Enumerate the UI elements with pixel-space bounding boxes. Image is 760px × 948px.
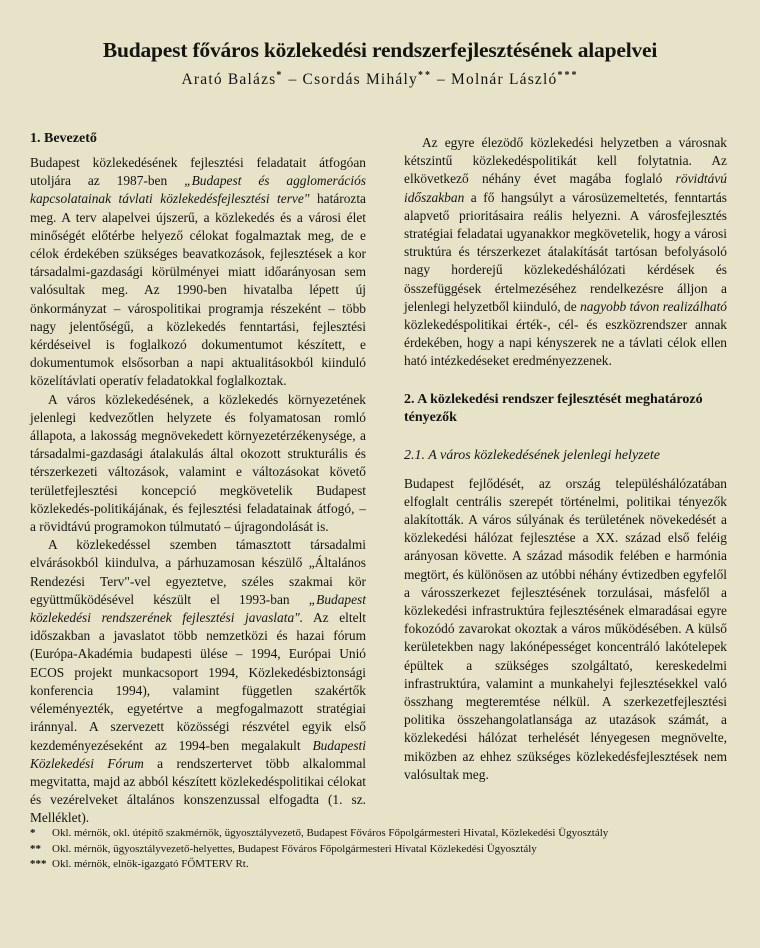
author-name: Molnár László (451, 71, 558, 89)
text-run: a fő hangsúlyt a városüzemeltetés, fenntartás alapvető prioritásaira reális helyezni. A városfejlesztés stratégiai feladatai ugyanakkor megkövetelik, hogy a városi struktúra és térszerkezet átalakítását tartósan befolyásoló nagy horderejű közlekedéshálózati kérdések és összefüggések értelmezéséhez rendelkezésre álljon a jelenlegi helyzetből kiinduló, de (404, 189, 727, 314)
right-column (404, 134, 727, 784)
footnote-text: Okl. mérnök, ügyosztályvezető-helyettes, Budapest Főváros Főpolgármesteri Hivatal Közlekedési Ügyosztály (52, 842, 537, 855)
text-run: határozta meg. A terv alapelvei újszerű, a közlekedés és a városi élet minőségét előtérbe helyező célokat fogalmaztak meg, de e célok érdekében szükséges beavatkozások, fejlesztések a kor társadalmi-gazdasági körülményei miatt időarányosan sem valósultak meg. Az 1990-ben hivatalba lépett új önkormányzat – várospolitikai programja részeként – több nagy jelentőségű, a közlekedés fenntartási, fejlesztési kérdéseivel is foglalkozó dokumentumot készített, e dokumentumok elsősorban a napi aktualitásokból kiinduló közelítávlati operatív feladatokkal foglalkoztak. (30, 191, 367, 389)
footnote-mark: *** (30, 858, 47, 870)
author-line (0, 70, 760, 89)
text-run: A közlekedéssel szemben támasztott társadalmi elvárásokból kiindulva, a párhuzamosan készülő „Általános Rendezési Terv"-vel egyeztetve, széles szakmai kör együttműködésével készült el 1993-ban (30, 537, 366, 607)
author-footnote-mark: * (276, 70, 284, 81)
article-title: Budapest főváros közlekedési rendszerfejlesztésének alapelvei (102, 38, 658, 62)
text-run: közlekedéspolitikai érték-, cél- és eszközrendszer annak érdekében, hogy a napi kényszerek ne a távlati célok ellen ható intézkedéseket eredményezzenek. (404, 317, 727, 369)
text-run: Budapest közlekedésének fejlesztési feladatait átfogóan utoljára az 1987-ben (30, 155, 366, 189)
author-footnote-mark: ** (417, 70, 432, 81)
paragraph: A város közlekedésének, a közlekedés környezetének jelenlegi kedvezőtlen helyzete és folyamatosan romló állapota, a lakosság megnövekedett környezetérzékenysége, a társadalmi-gazdasági átalakulás által okozott strukturális és térszerkezeti változások, valamint e változásokat követő területfejlesztési koncepció megkövetelik Budapest közlekedés-politikájának, és fejlesztési feladatainak átfogó, – a rövidtávú programokon túlmutató – újragondolását is. (30, 391, 366, 535)
proposal-title: „Budapest közlekedési rendszerének fejlesztési javaslata". (30, 591, 366, 626)
footnote (30, 842, 730, 858)
footnotes (30, 826, 730, 873)
footnote-mark: ** (30, 842, 41, 855)
author-separator: – (288, 71, 298, 89)
spacer (404, 433, 727, 447)
footnote-mark: * (30, 827, 36, 839)
footnote-text: Okl. mérnök, elnök-igazgató FŐMTERV Rt. (52, 858, 249, 870)
footnote (30, 857, 730, 873)
author-footnote-mark: *** (557, 70, 579, 81)
paragraph (30, 154, 366, 391)
paragraph (30, 536, 366, 827)
author-name: Csordás Mihály (302, 71, 418, 89)
paragraph: Budapest fejlődését, az ország településhálózatában elfoglalt centrális szerepét történelmi, politikai tényezők alakították. A város súlyának és területének növekedését a közlekedési hálózat fejlesztése a XX. század első feléig arányosan követte. A század második felében e harmónia megtört, és különösen az utóbbi néhány évtizedben egyfelől a városszerkezet fejlesztésének torzulásai, másfelől a közlekedési infrastruktúra fejlesztésének elmaradásai egyre fokozódó zavarokat okoztak a város működésében. A külső kerületekben nagy lakónépességet koncentráló lakótelepek épültek a szükséges szolgáltató, kereskedelmi infrastruktúra, valamint a munkahelyi fejlesztésekkel való összhang megteremtése nélkül. A szerkezetfejlesztési politika összehangolatlansága az utazások számát, a közlekedési hálózat terhelését lényegesen megnövelte, miközben az ehhez szükséges közlekedésfejlesztések nem valósultak meg. (404, 475, 727, 782)
footnote (30, 826, 730, 842)
section-heading: 2. A közlekedési rendszer fejlesztését meghatározó tényezők (404, 391, 703, 425)
text-run: Az eltelt időszakban a javaslatot több nemzetközi és hazai fórum (Európa-Akadémia budapesti ülése – 1994, Európai Unió ECOS projekt munkacsoport 1994, Közlekedésbiztonsági konferencia 1994), valamint független szakértők véleményezték, egyetértve a megfogalmazott stratégiai iránnyal. A szervezett közösségi részvétel egyik első kezdeményezéseként az 1994-ben megalakult (30, 610, 367, 753)
emphasis: nagyobb távon realizálható (580, 298, 728, 314)
forum-name: Budapesti Közlekedési Fórum (30, 737, 366, 771)
plan-title: „Budapest és agglomerációs kapcsolatainak távlati közlekedésfejlesztési terve" (30, 173, 366, 207)
author-name: Arató Balázs (181, 71, 277, 89)
spacer (404, 371, 727, 391)
left-column (30, 130, 366, 828)
author-separator: – (437, 71, 446, 89)
text-run: a rendszertervet több alkalommal megvitatta, majd az abból készített közlekedéspolitikai célokat és vezérelveket általános konszenzussal elfogadta (1. sz. Melléklet). (30, 755, 367, 826)
text-run: Az egyre élezödő közlekedési helyzetben a városnak kétszintű közlekedéspolitikát kell folytatnia. Az elkövetkező néhány évet magába foglaló (404, 135, 727, 187)
emphasis: rövidtávú időszakban (404, 171, 727, 205)
footnote-text: Okl. mérnök, okl. útépítő szakmérnök, ügyosztályvezető, Budapest Főváros Főpolgármesteri Hivatal, Közlekedési Ügyosztály (52, 827, 609, 839)
section-heading: 1. Bevezető (30, 131, 97, 146)
subsection-heading: 2.1. A város közlekedésének jelenlegi helyzete (404, 447, 660, 463)
paragraph (404, 134, 727, 371)
